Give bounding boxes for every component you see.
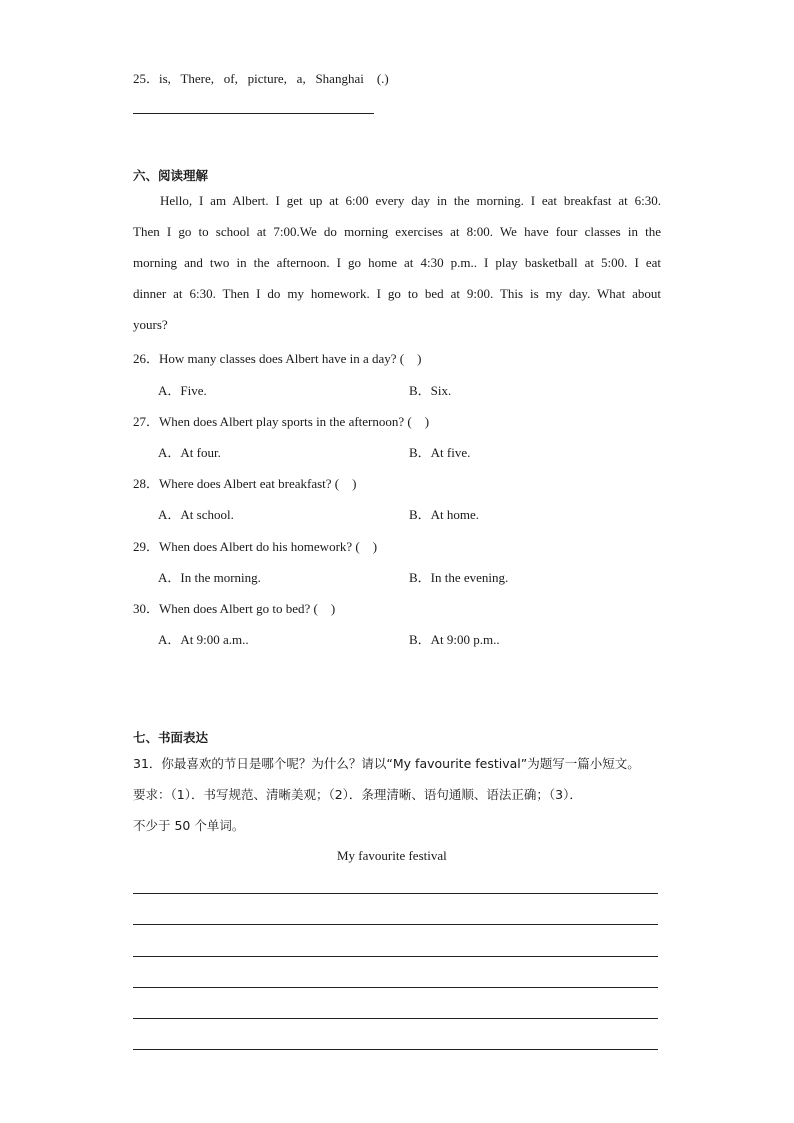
question-text: How many classes does Albert have in a day? ( ): [159, 351, 422, 366]
section-6-title: 六、阅读理解: [133, 168, 209, 183]
question-25: [133, 68, 389, 87]
question-number: 27．: [133, 414, 160, 429]
question-number: 26．: [133, 351, 160, 366]
question-31-word-count: 不少于 50 个单词。: [133, 818, 245, 833]
essay-title: My favourite festival: [337, 848, 447, 863]
question-31-requirements: 要求：（1）．书写规范、清晰美观；（2）．条理清晰、语句通顺、语法正确；（3）．: [133, 787, 582, 802]
option-b[interactable]: B．In the evening.: [409, 570, 509, 585]
section-7-title: 七、书面表达: [133, 730, 209, 745]
question-31-prompt: 31．你最喜欢的节日是哪个呢？为什么？请以“My favourite festival”为题写一篇小短文。: [133, 756, 640, 771]
option-b[interactable]: B．At home.: [409, 507, 480, 522]
question-text: When does Albert do his homework? ( ): [159, 539, 378, 554]
reading-passage: [133, 185, 661, 340]
question-26: [133, 348, 421, 367]
option-a[interactable]: A．Five.: [158, 383, 207, 398]
answer-line-25[interactable]: [133, 113, 374, 114]
writing-line[interactable]: [133, 987, 658, 988]
writing-line[interactable]: [133, 924, 658, 925]
question-30: [133, 598, 335, 617]
question-words: is, There, of, picture, a, Shanghai (.): [159, 71, 389, 86]
question-28: [133, 473, 356, 492]
passage-line: Hello, I am Albert. I get up at 6:00 every day in the morning. I eat breakfast at 6:30.: [160, 193, 661, 208]
writing-line[interactable]: [133, 1049, 658, 1050]
question-27: [133, 411, 429, 430]
question-text: When does Albert play sports in the afternoon? ( ): [159, 414, 430, 429]
writing-line[interactable]: [133, 956, 658, 957]
question-number: 29．: [133, 539, 160, 554]
passage-line: dinner at 6:30. Then I do my homework. I go to bed at 9:00. This is my day. What about: [133, 286, 661, 301]
option-a[interactable]: A．In the morning.: [158, 570, 261, 585]
option-b[interactable]: B．Six.: [409, 383, 452, 398]
writing-line[interactable]: [133, 1018, 658, 1019]
passage-line: morning and two in the afternoon. I go home at 4:30 p.m.. I play basketball at 5:00. I eat: [133, 255, 661, 270]
question-text: When does Albert go to bed? ( ): [159, 601, 336, 616]
option-a[interactable]: A．At four.: [158, 445, 221, 460]
option-a[interactable]: A．At 9:00 a.m..: [158, 632, 249, 647]
option-a[interactable]: A．At school.: [158, 507, 234, 522]
writing-line[interactable]: [133, 893, 658, 894]
passage-line: yours?: [133, 317, 168, 332]
question-number: 28．: [133, 476, 160, 491]
passage-line: Then I go to school at 7:00.We do morning exercises at 8:00. We have four classes in the: [133, 224, 661, 239]
question-number: 25．: [133, 71, 160, 86]
question-text: Where does Albert eat breakfast? ( ): [159, 476, 357, 491]
option-b[interactable]: B．At five.: [409, 445, 471, 460]
question-29: [133, 536, 377, 555]
option-b[interactable]: B．At 9:00 p.m..: [409, 632, 500, 647]
question-number: 30．: [133, 601, 160, 616]
